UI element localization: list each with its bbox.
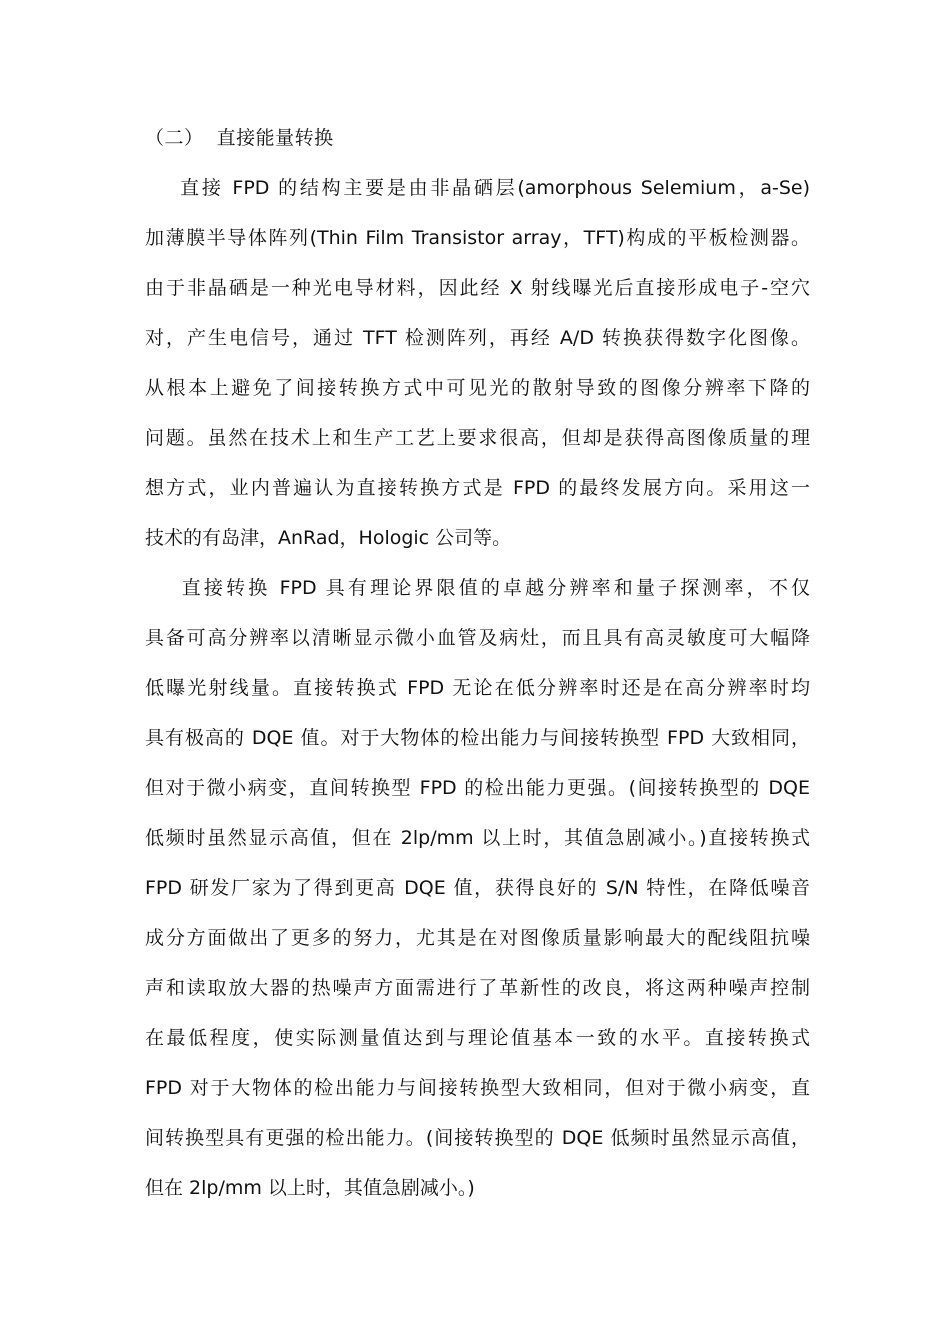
paragraph-direct-fpd-performance: [145, 563, 810, 1213]
text-line: 技术的有岛津，AnRad，Hologic 公司等。: [145, 527, 512, 549]
text-line: 直接 FPD 的结构主要是由非晶硒层(amorphous Selemium，a-Se): [145, 177, 810, 199]
text-line: 低频时虽然显示高值，但在 2lp/mm 以上时，其值急剧减小。)直接转换式: [145, 827, 810, 849]
text-line: 具有极高的 DQE 值。对于大物体的检出能力与间接转换型 FPD 大致相同，: [145, 727, 810, 749]
text-line: 在最低程度，使实际测量值达到与理论值基本一致的水平。直接转换式: [145, 1027, 810, 1049]
text-line: FPD 对于大物体的检出能力与间接转换型大致相同，但对于微小病变，直: [145, 1077, 810, 1099]
text-line: FPD 研发厂家为了得到更高 DQE 值，获得良好的 S/N 特性，在降低噪音: [145, 877, 810, 899]
text-line: 声和读取放大器的热噪声方面需进行了革新性的改良，将这两种噪声控制: [145, 977, 810, 999]
text-line: 对，产生电信号，通过 TFT 检测阵列，再经 A/D 转换获得数字化图像。: [145, 327, 810, 349]
text-line: 具备可高分辨率以清晰显示微小血管及病灶，而且具有高灵敏度可大幅降: [145, 627, 810, 649]
text-line: 由于非晶硒是一种光电导材料，因此经 X 射线曝光后直接形成电子-空穴: [145, 277, 810, 299]
text-line: 成分方面做出了更多的努力，尤其是在对图像质量影响最大的配线阻抗噪: [145, 927, 810, 949]
text-line: 问题。虽然在技术上和生产工艺上要求很高，但却是获得高图像质量的理: [145, 427, 810, 449]
text-line: 间转换型具有更强的检出能力。(间接转换型的 DQE 低频时虽然显示高值，: [145, 1127, 810, 1149]
text-line: 但在 2lp/mm 以上时，其值急剧减小。): [145, 1177, 475, 1199]
text-line: 但对于微小病变，直间转换型 FPD 的检出能力更强。(间接转换型的 DQE: [145, 777, 810, 799]
text-line: 想方式，业内普遍认为直接转换方式是 FPD 的最终发展方向。采用这一: [145, 477, 810, 499]
section-heading: （二） 直接能量转换: [145, 127, 334, 149]
text-line: 加薄膜半导体阵列(Thin Film Transistor array，TFT)构成的平板检测器。: [145, 227, 810, 249]
paragraph-direct-fpd-structure: [145, 163, 810, 563]
text-line: 直接转换 FPD 具有理论界限值的卓越分辨率和量子探测率，不仅: [145, 577, 810, 599]
text-line: 低曝光射线量。直接转换式 FPD 无论在低分辨率时还是在高分辨率时均: [145, 677, 810, 699]
text-line: 从根本上避免了间接转换方式中可见光的散射导致的图像分辨率下降的: [145, 377, 810, 399]
